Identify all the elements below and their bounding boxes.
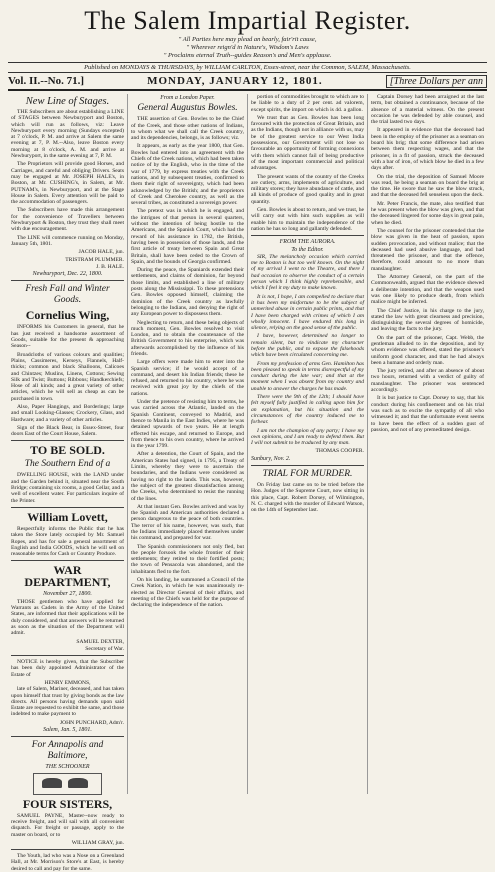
notice-para-2: late of Salem, Mariner, deceased, and has taken upon himself that trust by giving bonds as the law directs. All persons having demands upon said Estate are requested to exhibit the same, and those indebted to make payment to	[11, 686, 124, 718]
dexter-title: Secretary of War.	[85, 645, 124, 652]
stages-para-2: The Proprietors will provide good Horses, and Carriages, and careful and obliging Drivers. Seats may be engaged at Mr. JOSEPH HALE's, in Boston, at Mr. CUSHING's, in Salem, at Mr. PUTNAM's, in Newburyport, and at the Stage House in Salem. Every attention will be paid to the accommodation of passengers.	[11, 161, 124, 206]
cooper-date: Sunbury, Nov. 2.	[251, 455, 291, 462]
stages-date: Newburyport, Dec. 22, 1800.	[32, 271, 103, 278]
divider	[11, 736, 124, 737]
subscription-price: [Three Dollars per ann	[386, 75, 487, 88]
punchard-signature: JOHN PUNCHARD, Adm'r.	[59, 719, 124, 726]
gray-signature: WILLIAM GRAY, jun.	[71, 839, 124, 846]
divider	[11, 280, 124, 281]
lovett-para: Respectfully informs the Public that he has taken the Store lately occupied by Mr. Samuel Ropes, and has for sale a general assortment of English and India GOODS, which he will sell on reasonable terms for Cash or Country Produce.	[11, 525, 124, 558]
mottos	[8, 36, 487, 62]
wing-para-1: INFORMS his Customers in general, that he has just received a handsome assortment of Goods, suitable for the present & approaching Season--	[11, 324, 124, 350]
goods-heading: Fresh Fall and Winter Goods.	[25, 284, 110, 306]
divider	[11, 507, 124, 508]
wing-para-2: Broadcloths of various colours and qualities; Plains, Cassimeres, Kerseys, Flannels, Half-thicks; common and black Shalloons, Calicoes and Chintzes; Muslins, Linens, Cottons; Sewing Silk and Twist; Buttons; Ribbons; Handkerchiefs; Hose of all kinds; and a great variety of other articles, which he will sell as cheap as can be purchased in town.	[11, 351, 124, 402]
column-2	[128, 94, 248, 794]
divider	[11, 560, 124, 561]
stages-para-4: The LINE will commence running on Monday, January 5th, 1801.	[11, 234, 124, 247]
editor-salutation: To the Editor.	[291, 246, 324, 253]
war-para: THOSE gentlemen who have applied for Warrants as Cadets in the Army of the United States, are informed that their applications will be duly considered, and that answers will be returned as soon as the situation of the Department will admit.	[11, 598, 124, 637]
bowles-para-2: It appears, as early as the year 1800, that Gen. Bowles had entered into an agreement with the Chiefs of the Creek nations, which had been taken notice of by the English, who in the time of the war of 1779, by express treaties with the Creek nations, and by subsequent treaties, confirmed to them their right of sovereignty, which had been acknowledged by the British; and the proprietors of Creek and Cherokee country, as well as the several tribes, as constituted a sovereign power.	[131, 143, 244, 207]
issue-date: MONDAY, JANUARY 12, 1801.	[147, 75, 323, 87]
column-4	[368, 94, 487, 794]
bowles-para-10: The Spanish commissioners not only fled, but the people forsook the whole frontier of their settlements; they retired to their fortified posts; the town of Pensacola was abandoned, and the inhabitants fled to the fort.	[131, 543, 244, 575]
bowles-cont-para-4: Gen. Bowles is about to return, and we trust, he will carry out with him such supplies as will enable him to maintain the independence of the nation he has so long and gallantly defended.	[251, 207, 364, 232]
four-sisters-heading: FOUR SISTERS,	[22, 796, 113, 811]
trial-cont-para-3: On the trial, the deposition of Samuel Moore was read, he being a seaman on board the brig at the time. He swore that he saw the blow struck, and that the deceased fell senseless upon the deck.	[371, 173, 484, 199]
bowles-para-5: Neglecting to return, and these being objects of much moment, Gen. Bowles resolved to visit London, and to obtain the countenance of the British Government to his enterprise, which was afterwards accomplished by the influence of his friends.	[131, 319, 244, 357]
divider	[11, 440, 124, 441]
stages-signature-2: TRISTRAM PLUMMER.	[65, 256, 124, 263]
schooner-para: SAMUEL PAYNE, Master--now ready to receive freight, and will sail with all convenient dispatch. For freight or passage, apply to the master on board, or to	[11, 812, 124, 838]
dateline	[8, 73, 487, 91]
bowles-para-4: During the peace, the Spaniards extended their settlements, and claims of dominion, far beyond those limits, and established a line of military posts along the Mississippi. To these pretensions Gen. Bowles opposed himself, claiming the dominion of the Creek country as lawfully belonging to the Indians, and denying the right of any European power to dispossess them.	[131, 267, 244, 318]
motto-line-2: " Wherever reign'd in Nature's, Wisdom's Laws	[186, 44, 309, 51]
bowles-para-1: THE assertion of Gen. Bowles to be the Chief of the Creek, and those other nations of Indians, to whom what we shall call the Creek country, and its dependencies, belongs, is as follows; viz.	[131, 116, 244, 142]
divider	[11, 655, 124, 656]
wing-para-4: Sign of the Black Bear, in Essex-Street, four doors East of the Court House, Salem.	[11, 424, 124, 438]
emmons-name: HENRY EMMONS,	[44, 680, 91, 686]
bowles-para-9: At that instant Gen. Bowles arrived and was by the Spanish and American authorities declared a person dangerous to the peace of both countries. The terror of his name, however, was such, that the Indians immediately placed themselves under his command, and prepared for war.	[131, 503, 244, 542]
aurora-label: FROM THE AURORA.	[279, 239, 336, 246]
house-para: DWELLING HOUSE, with the LAND under and the Garden behind it, situated near the South Bridge; containing six rooms, a good Cellar, and a well of excellent water. For particulars inquire of the Printer.	[11, 472, 124, 504]
cooper-signature: THOMAS COOPER.	[315, 448, 364, 455]
war-department-heading: WAR DEPARTMENT,	[24, 563, 111, 590]
letter-para-5: There were the 9th of the 12th; I should have felt myself fully justified in calling upon him for an explanation, but his situation and the circumstances of the country induced me to forbear.	[251, 394, 364, 426]
wing-para-3: Also, Paper Hangings, and Borderings; large and small Looking-Glasses; Crockery, Glass, and Hardware; and a variety of other articles.	[11, 403, 124, 423]
trial-cont-para-4: Mr. Peter Francis, the mate, also testified that he was present when the blow was given, and that the deceased lingered for some days in great pain, when he died.	[371, 200, 484, 226]
trial-cont-para-9: The jury retired, and after an absence of about two hours, returned with a verdict of guilty of manslaughter. The prisoner was sentenced accordingly.	[371, 368, 484, 394]
newspaper-page	[8, 6, 487, 872]
bowles-para-7: Under the pretence of resisting him to terms, he was carried across the Atlantic, landed on the Spanish Continent, conveyed to Madrid, and thence to Manila in the East Indies, where he was detained upwards of two years. He at length effected his escape, and returned to Europe, and from thence to his own country, where he arrived in the year 1799.	[131, 399, 244, 450]
newspaper-title: The Salem Impartial Register.	[84, 6, 411, 35]
dexter-signature: SAMUEL DEXTER,	[76, 638, 124, 645]
column-3	[248, 94, 368, 794]
bowles-para-6: Large offers were made him to enter into the Spanish service; if he would accept of a command, and desert his Indian friends; these he refused, and returned to his country, where he was received with great joy by the chiefs of the nations.	[131, 359, 244, 397]
bowles-cont-para-2: We trust that as Gen. Bowles has been long favoured with the protection of Great Britain, and as the Indians, though not in alliance with us, may be of the greatest service to our West India possessions, our Government will not lose so favourable an opportunity of forming connexions with them which cannot fail of being productive of the most important commercial and political advantages.	[251, 114, 364, 172]
bowles-para-8: After a detention, the Court of Spain, and the American States had signed, in 1795, a Treaty of Limits, whereby they were to ascertain the boundaries, and the Indians were considered as having no right to the lands. This was, however, the subject of the greatest dissatisfaction among the Creeks, who determined to resist the running of the lines.	[131, 451, 244, 502]
masthead	[8, 6, 487, 36]
letter-para-1: SIR, The melancholy occasion which carried me to Boston is but too well known. On the night of my arrival I went to the Theatre, and there I had occasion to observe the conduct of a certain person which I think highly reprehensible, and which I feel it my duty to make known.	[251, 253, 364, 292]
annapolis-heading: For Annapolis and Baltimore,	[31, 740, 104, 762]
divider	[11, 849, 124, 850]
bowles-cont-para-3: The present wants of the country of the Creeks are cutlery, arms, implements of agriculture, and military stores; they have abundance of cattle, and all kinds of produce of good quality and in great quantity.	[251, 173, 364, 205]
letter-para-2: It is not, I hope, I am compelled to declare that it has been my misfortune to be the subject of unmerited abuse in certain public prints, and that I have been charged with crimes of which I am wholly innocent. I have endured this long in silence, relying on the good sense of the public.	[251, 293, 364, 332]
divider	[251, 465, 364, 466]
youth-para: The Youth, lad who was a Nose on a Greenland Hall, at Mr. Morrison's Store's at East, is hereby desired to call and pay for the same.	[11, 853, 124, 872]
southern-end-heading: The Southern End of a	[24, 459, 111, 470]
trial-cont-para-1: Captain Dorsey had been arraigned at the last term, but obtained a continuance, because of the absence of a material witness. On the present occasion he was defended by able counsel, and the trial lasted two days.	[371, 94, 484, 126]
letter-para-4: From my profession of arms Gen. Hamilton has been pleased to speak in terms disrespectful of my conduct during the late war; and that at the moment when I was absent from my country and unable to answer the charges he has made.	[251, 360, 364, 392]
trial-cont-para-6: The Attorney General, on the part of the Commonwealth, argued that the evidence shewed a deliberate intention, and that the weapon used was one likely to produce death, from which malice might be inferred.	[371, 274, 484, 306]
ship-illustration	[33, 773, 103, 795]
trial-cont-para-5: The counsel for the prisoner contended that the blow was given in the heat of passion, upon sudden provocation, and without malice; that the deceased had used abusive language, and had threatened the prisoner, and that the offence, therefore, could amount to no more than manslaughter.	[371, 227, 484, 272]
notice-para-1: NOTICE is hereby given, that the Subscriber has been duly appointed Administrator of the Estate of	[11, 659, 124, 678]
motto-line-1: " All Parties here may plead an bearly, fair'rit cause,	[178, 36, 317, 43]
punchard-date: Salem, Jan. 5, 1801.	[43, 727, 92, 734]
bowles-para-3: The pretext was in which he is engaged, and the intrigues of that person in several quarters, without the intention of being hostile to the Americans, and the Spanish Court, which had the reward of his assistance in 1782, the British, having been in possession of those lands, and the first article of treaty between Spain and Great Britain, shall have been ceded to the Crown of Spain, and the bounds of Georgia confirmed.	[131, 208, 244, 265]
stages-signature-1: JACOB HALE, jun.	[78, 249, 124, 256]
trial-cont-para-7: The Chief Justice, in his charge to the jury, stated the law with great clearness and precision, distinguishing the several degrees of homicide, and leaving the facts to the jury.	[371, 307, 484, 333]
schooner-label: THE SCHOONER	[45, 764, 90, 771]
motto-line-3: " Proclaims eternal Truth--guides Reason's and Men's applause.	[163, 52, 332, 59]
trial-para-1: On Friday last came on to be tried before the Hon. Judges of the Supreme Court, now sitting in this place, Capt. Robert Dorsey, of Wilmington, N. C. charged with the murder of Edward Watson, on the 14th of September last.	[251, 482, 364, 514]
stages-para-1: THE Subscribers are about establishing a LINE of STAGES between Newburyport and Boston, which will run as follows, viz: Leave Newburyport every morning (Sundays excepted) at 7 o'clock, P. M. and arrive at Salem the same evening at 7, P. M.--Also, leave Boston every morning at 8 o'clock, A. M. and arrive at Newburyport, in the same evening at 7, P. M.	[11, 109, 124, 160]
stages-signature-3: J. B. HALE.	[96, 263, 124, 270]
columns	[8, 94, 487, 872]
lovett-heading: William Lovett,	[27, 509, 108, 524]
bowles-cont-para-1: portion of commodities brought to which are to be liable to a duty of 2 per cent. ad valorem, except spirits, the import on which is 4d. a gallon.	[251, 94, 364, 113]
stages-heading: New Line of Stages.	[25, 96, 110, 107]
letter-para-3: I have, however, determined no longer to remain silent, but to vindicate my character before the public, and to expose the falsehoods which have been circulated concerning me.	[251, 333, 364, 359]
trial-heading: TRIAL FOR MURDER.	[262, 469, 353, 480]
trial-cont-para-2: It appeared in evidence that the deceased had been in the employ of the prisoner as a seaman on board his brig; that some difference had arisen between them respecting wages, and that the prisoner, in a fit of passion, struck the deceased with a bar of iron, of which blow he died in a few days after.	[371, 127, 484, 172]
letter-para-6: I am not the champion of any party; I have my own opinions, and I am ready to defend them. But I will not submit to be traduced by any man.	[251, 427, 364, 447]
stages-para-3: The Subscribers have made this arrangement for the convenience of Travellers between Newburyport & Boston, they trust they shall meet with due encouragement.	[11, 207, 124, 233]
volume-number: Vol. II.--No. 71.]	[8, 75, 84, 87]
war-date: November 27, 1800.	[43, 591, 92, 598]
wing-heading: Cornelius Wing,	[25, 308, 110, 323]
column-1	[8, 94, 128, 872]
publisher-line: Published on MONDAYS & THURSDAYS, by WILLIAM CARLTON, Essex-street, near the Common, SALEM, Massachusetts.	[8, 62, 487, 73]
source-label: From a London Paper.	[160, 95, 215, 101]
bowles-heading: General Augustus Bowles.	[137, 103, 238, 114]
divider	[251, 235, 364, 236]
bowles-para-11: On his landing, he summoned a Council of the Creek Nation, in which he was unanimously re-elected as Director General of their affairs, and meeting of the Chiefs was held for the purpose of declaring the independence of the nation.	[131, 577, 244, 609]
trial-cont-para-10: It is but justice to Capt. Dorsey to say, that his conduct during his confinement and on his trial was such as to excite the sympathy of all who witnessed it; and that the unfortunate event seems to have been the effect of a sudden gust of passion, and not of any premeditated design.	[371, 395, 484, 433]
trial-cont-para-8: On the part of the prisoner, Capt. Webb, the gentleman alluded to in the deposition, and by whom evidence was offered, stated the prisoner's uniform good character, and that he had always been a humane and orderly man.	[371, 334, 484, 366]
to-be-sold-heading: TO BE SOLD.	[30, 443, 105, 458]
